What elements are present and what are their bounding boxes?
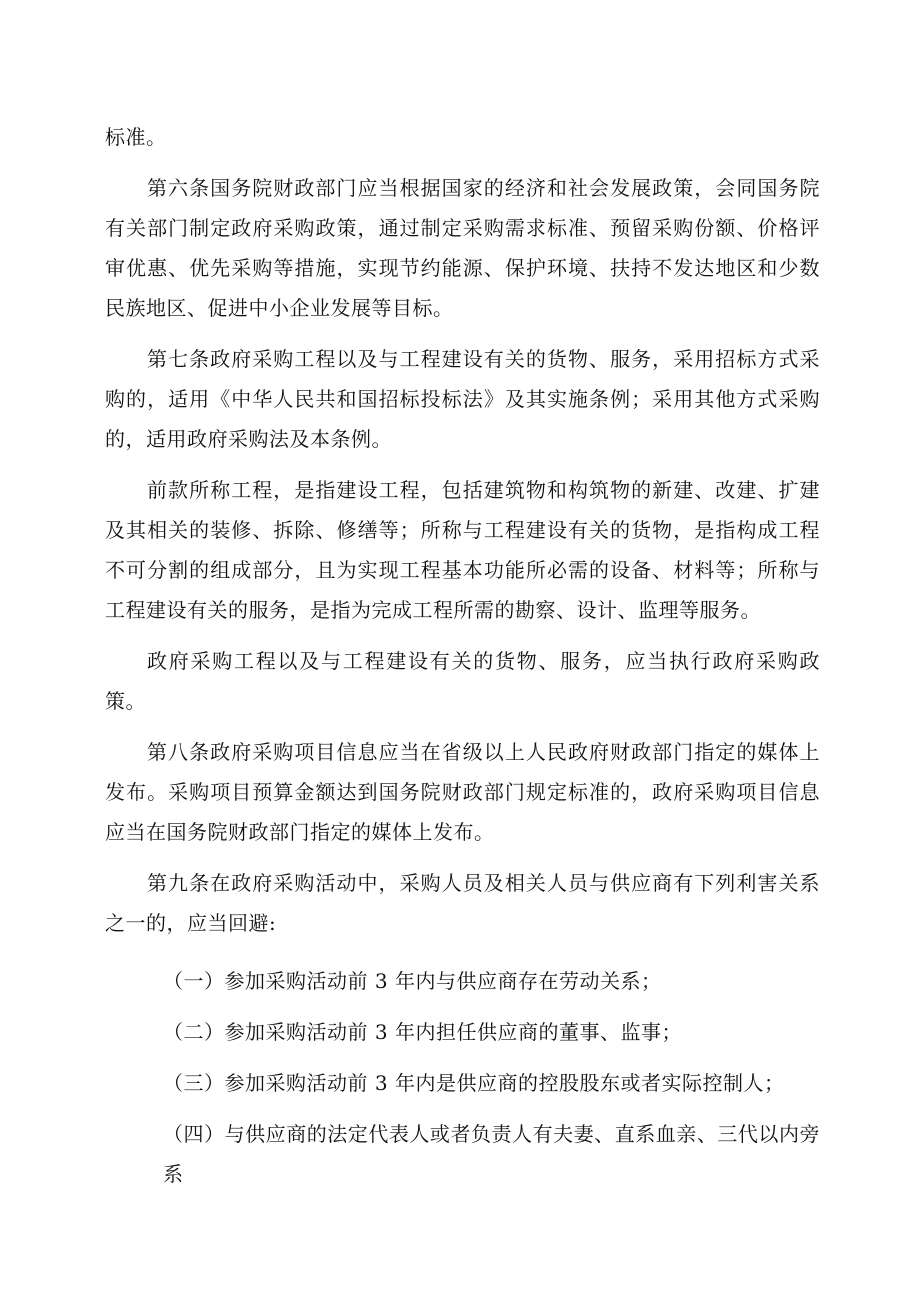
list-item-2: （二）参加采购活动前 3 年内担任供应商的董事、监事； bbox=[163, 1020, 682, 1044]
list-item-3: （三）参加采购活动前 3 年内是供应商的控股股东或者实际控制人； bbox=[163, 1071, 785, 1095]
paragraph-engineering-definition: 前款所称工程，是指建设工程，包括建筑物和构筑物的新建、改建、扩建及其相关的装修、拆除、修缮等；所称与工程建设有关的货物，是指构成工程不可分割的组成部分，且为实现工程基本功能所必需的设备、材料等；所称与工程建设有关的服务，是指为完成工程所需的勘察、设计、监理等服务。 bbox=[105, 478, 820, 622]
paragraph-article-8: 第八条政府采购项目信息应当在省级以上人民政府财政部门指定的媒体上发布。采购项目预算金额达到国务院财政部门规定标准的，政府采购项目信息应当在国务院财政部门指定的媒体上发布。 bbox=[105, 740, 820, 844]
paragraph-continuation: 标准。 bbox=[105, 125, 167, 149]
document-body bbox=[105, 117, 820, 1205]
list-item-1: （一）参加采购活动前 3 年内与供应商存在劳动关系； bbox=[163, 969, 662, 993]
paragraph-article-6: 第六条国务院财政部门应当根据国家的经济和社会发展政策，会同国务院有关部门制定政府采购政策，通过制定采购需求标准、预留采购份额、价格评审优惠、优先采购等措施，实现节约能源、保护环境、扶持不发达地区和少数民族地区、促进中小企业发展等目标。 bbox=[105, 176, 820, 320]
list-item-4: （四）与供应商的法定代表人或者负责人有夫妻、直系血亲、三代以内旁系 bbox=[163, 1122, 820, 1186]
paragraph-policy-execution: 政府采购工程以及与工程建设有关的货物、服务，应当执行政府采购政策。 bbox=[105, 649, 820, 713]
paragraph-article-7: 第七条政府采购工程以及与工程建设有关的货物、服务，采用招标方式采购的，适用《中华人民共和国招标投标法》及其实施条例；采用其他方式采购的，适用政府采购法及本条例。 bbox=[105, 347, 820, 451]
paragraph-article-9: 第九条在政府采购活动中，采购人员及相关人员与供应商有下列利害关系之一的，应当回避: bbox=[105, 871, 820, 935]
